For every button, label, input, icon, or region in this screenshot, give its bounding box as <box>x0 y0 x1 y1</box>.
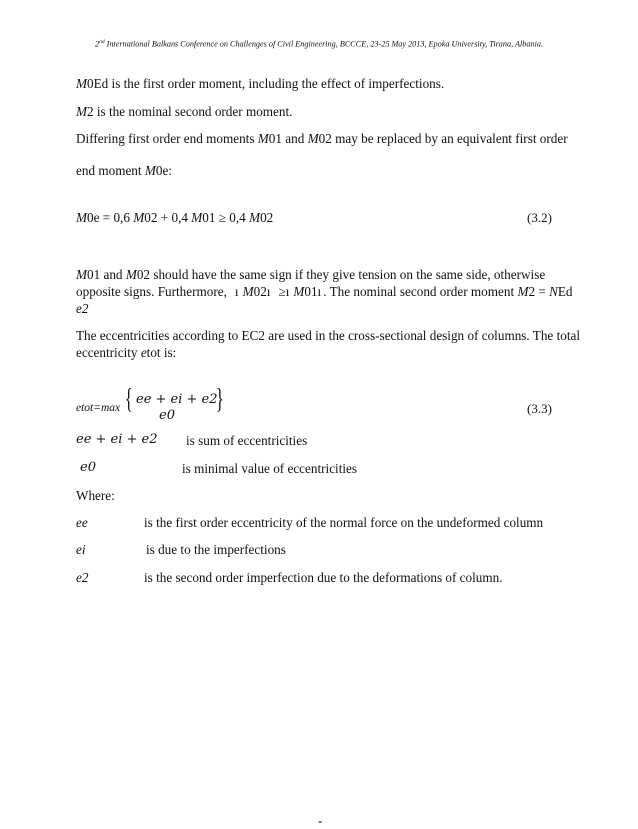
header-text: International Balkans Conference on Challenges of Civil Engineering, BCCCE, 23-25 May 2013, Epoka University, Tirana, Albania. <box>104 39 544 49</box>
running-header <box>0 39 638 49</box>
paragraph-eccentricities-line1: The eccentricities according to EC2 are used in the cross-sectional design of columns. The total <box>76 328 581 343</box>
abs-bar: ı <box>234 284 239 299</box>
text: 02 <box>260 210 274 225</box>
header-ordinal: 2 <box>94 39 100 49</box>
text: 01 and <box>268 131 308 146</box>
symbol-m: M <box>125 267 137 282</box>
definition-desc: is the first order eccentricity of the normal force on the undeformed column <box>144 515 544 530</box>
text: eccentricity <box>76 345 141 360</box>
definition-desc: is the second order imperfection due to the deformations of column. <box>144 570 503 585</box>
text: . The nominal second order moment <box>323 284 518 299</box>
right-brace: } <box>215 384 224 415</box>
definition-term: e2 <box>76 570 89 585</box>
paragraph-eccentricities-line2 <box>76 344 176 361</box>
left-brace: { <box>124 384 133 415</box>
symbol-e: e <box>140 345 147 360</box>
symbol-m: M <box>257 131 269 146</box>
header-ordinal-suffix: nd <box>99 39 105 45</box>
text: 02ı <box>253 284 271 299</box>
text: 01 and <box>87 267 126 282</box>
symbol-m: M <box>133 210 145 225</box>
text: 0e = 0,6 <box>87 210 134 225</box>
equation-number-3-2: (3.2) <box>527 210 552 225</box>
symbol-m: M <box>76 267 87 282</box>
equation-row-2: e0 <box>159 408 175 423</box>
paragraph-m2 <box>76 103 292 120</box>
definition-term: ee + ei + e2 <box>76 432 158 447</box>
definition-term: ee <box>76 515 88 530</box>
text: 02 may be replaced by an equivalent first order <box>318 131 568 146</box>
text: 01 ≥ 0,4 <box>202 210 250 225</box>
where-label: Where: <box>76 488 115 503</box>
paragraph-end-moment <box>76 162 172 179</box>
ge-symbol: ≥ı <box>278 284 290 299</box>
definition-desc: is sum of eccentricities <box>186 433 308 448</box>
symbol-m: M <box>249 210 261 225</box>
text: end moment <box>76 163 145 178</box>
symbol-n: N <box>549 284 558 299</box>
definition-desc: is minimal value of eccentricities <box>182 461 358 476</box>
symbol-m: M <box>144 163 156 178</box>
text: tot is: <box>146 345 177 360</box>
symbol-m: M <box>307 131 319 146</box>
paragraph-text: 2 is the nominal second order moment. <box>87 104 293 119</box>
equation-lhs: etot=max <box>76 402 121 414</box>
text: Differing first order end moments <box>76 131 258 146</box>
definition-term: e0 <box>80 460 96 475</box>
text: 02 should have the same sign if they give tension on the same side, otherwise <box>136 267 546 282</box>
paragraph-m0ed <box>76 75 444 92</box>
paragraph-text: 0Ed is the first order moment, including the effect of imperfections. <box>87 76 445 91</box>
symbol-m: M <box>76 210 87 225</box>
text: 2 = <box>528 284 550 299</box>
text: 0e: <box>155 163 172 178</box>
symbol-m: M <box>191 210 203 225</box>
paragraph-differing-moments <box>76 130 568 147</box>
text: 01ı <box>304 284 322 299</box>
definition-term: ei <box>76 542 86 557</box>
symbol-m: M <box>517 284 529 299</box>
symbol-m: M <box>242 284 254 299</box>
paragraph-sign-rule-line1 <box>76 266 564 283</box>
text: Ed <box>557 284 573 299</box>
equation-number-3-3: (3.3) <box>527 401 552 416</box>
page-number: - <box>318 813 323 828</box>
equation-3-2 <box>76 209 273 226</box>
paragraph-sign-rule-line2 <box>76 283 573 300</box>
equation-row-1: ee + ei + e2 <box>136 392 218 407</box>
symbol-m: M <box>76 104 87 119</box>
text: 02 + 0,4 <box>144 210 192 225</box>
symbol-m: M <box>76 76 87 91</box>
paragraph-sign-rule-line3: e2 <box>76 301 89 316</box>
text: opposite signs. Furthermore, <box>76 284 227 299</box>
definition-desc: is due to the imperfections <box>146 542 286 557</box>
symbol-m: M <box>293 284 305 299</box>
